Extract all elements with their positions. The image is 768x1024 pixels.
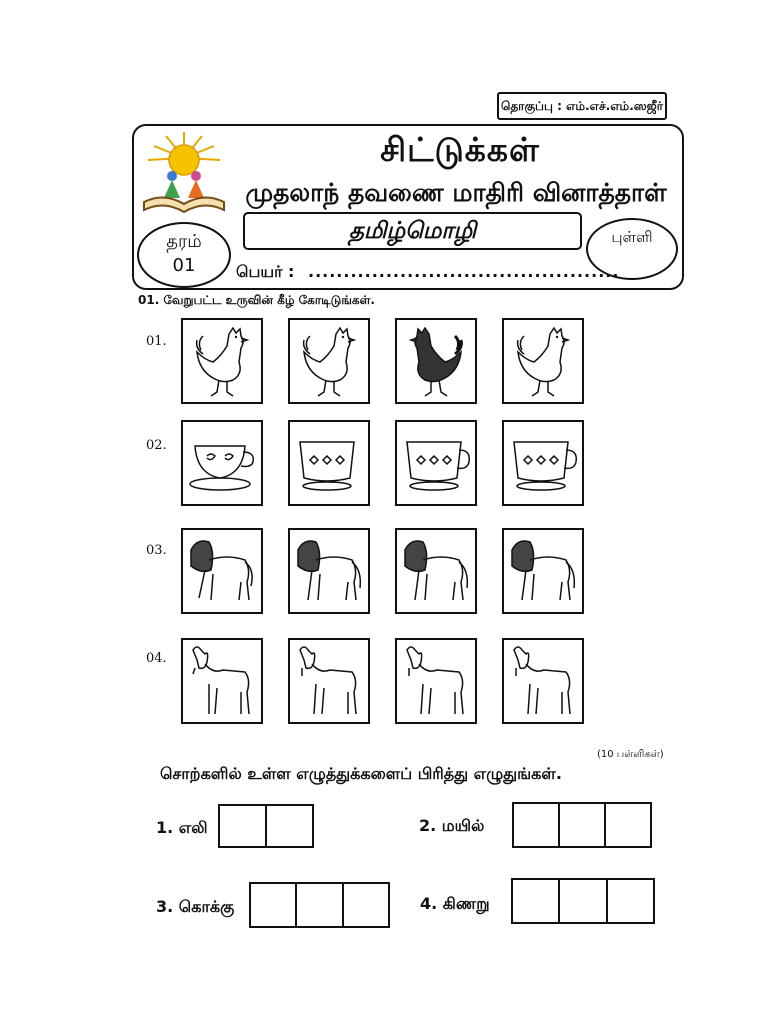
lion-icon [183, 530, 261, 612]
lion-picture-box[interactable] [502, 528, 584, 614]
exam-subtitle: முதலாந் தவணை மாதிரி வினாத்தாள் [245, 178, 667, 207]
teacup-icon [504, 422, 582, 504]
goat-picture-box[interactable] [395, 638, 477, 724]
rooster-picture-box[interactable] [502, 318, 584, 404]
school-title: சிட்டுக்கள் [380, 130, 540, 169]
grade-value: 01 [172, 255, 196, 276]
goat-icon [504, 640, 582, 722]
teacup-picture-box[interactable] [395, 420, 477, 506]
lion-icon [290, 530, 368, 612]
teacup-icon [397, 422, 475, 504]
letter-boxes[interactable] [218, 804, 314, 848]
goat-odd-picture-box[interactable] [181, 638, 263, 724]
goat-icon [183, 640, 261, 722]
rooster-icon [290, 320, 368, 402]
letter-boxes[interactable] [249, 882, 390, 928]
name-line: ............................................ [307, 262, 620, 281]
question1-instruction: 01. வேறுபட்ட உருவின் கீழ் கோடிடுங்கள். [138, 293, 375, 307]
letter-boxes[interactable] [512, 802, 652, 848]
row-number: 04. [146, 651, 167, 666]
word-label: 4. கிணறு [420, 894, 490, 913]
lion-picture-box[interactable] [395, 528, 477, 614]
rooster-icon [504, 320, 582, 402]
teacup-icon [183, 422, 261, 504]
lion-picture-box[interactable] [288, 528, 370, 614]
lion-icon [397, 530, 475, 612]
rooster-icon [183, 320, 261, 402]
rooster-odd-picture-box[interactable] [395, 318, 477, 404]
name-label: பெயர் : [236, 262, 295, 281]
rooster-picture-box[interactable] [288, 318, 370, 404]
word-label: 3. கொக்கு [156, 897, 235, 916]
teacup-icon [290, 422, 368, 504]
teacup-picture-box[interactable] [502, 420, 584, 506]
goat-picture-box[interactable] [288, 638, 370, 724]
logo-icon [138, 128, 230, 218]
lion-odd-picture-box[interactable] [181, 528, 263, 614]
goat-picture-box[interactable] [502, 638, 584, 724]
word-label: 2. மயில் [419, 816, 485, 835]
word-label: 1. எலி [156, 818, 208, 837]
row-number: 02. [146, 438, 167, 453]
compiler-credit: தொகுப்பு : எம்.எச்.எம்.ஸஜீர் [497, 92, 667, 120]
subject-title: தமிழ்மொழி [243, 212, 582, 250]
rooster-picture-box[interactable] [181, 318, 263, 404]
teacup-odd-picture-box[interactable] [181, 420, 263, 506]
row-number: 01. [146, 334, 167, 349]
grade-label: தரம் [166, 231, 202, 252]
rooster-icon [397, 320, 475, 402]
goat-icon [290, 640, 368, 722]
section2-marks-note: (10 பள்ளிகள்) [597, 749, 664, 760]
letter-boxes[interactable] [511, 878, 655, 924]
goat-icon [397, 640, 475, 722]
teacup-picture-box[interactable] [288, 420, 370, 506]
marks-label: புள்ளி [611, 228, 653, 246]
name-field[interactable] [236, 262, 619, 283]
lion-icon [504, 530, 582, 612]
row-number: 03. [146, 543, 167, 558]
grade-badge [137, 222, 231, 288]
question2-instruction: சொற்களில் உள்ள எழுத்துக்களைப் பிரித்து எழுதுங்கள். [160, 764, 562, 783]
